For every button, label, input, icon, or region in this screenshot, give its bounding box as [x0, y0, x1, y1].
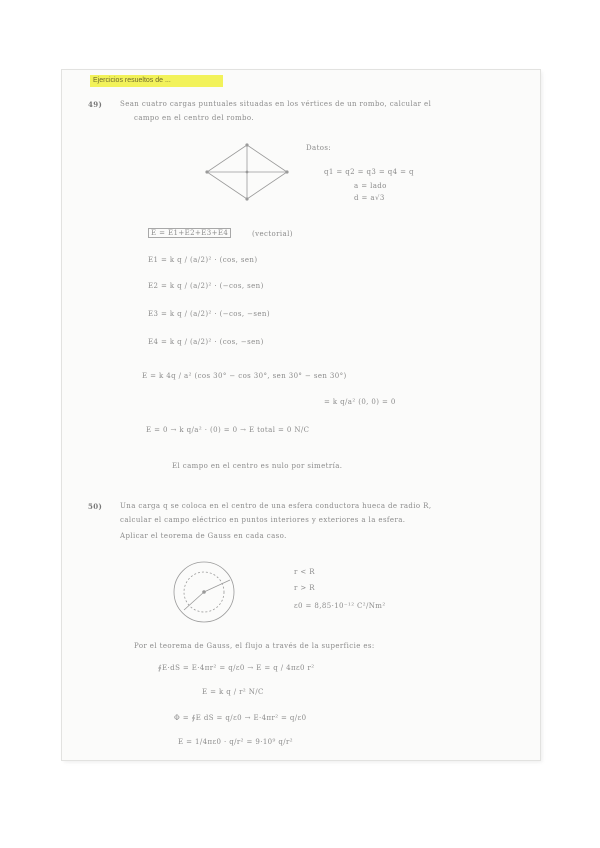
problem-1-statement-line-1: Sean cuatro cargas puntuales situadas en los vértices de un rombo, calcular el: [120, 100, 432, 108]
problem-2-data-line-1: r < R: [294, 568, 315, 576]
problem-2-equation-2: E = k q / r² N/C: [202, 688, 264, 696]
problem-1-equation-2: E2 = k q / (a/2)² · (−cos, sen): [148, 282, 264, 290]
problem-2-equation-3: Φ = ∮E dS = q/ε0 → E·4πr² = q/ε0: [174, 714, 307, 722]
problem-2-text-1: Por el teorema de Gauss, el flujo a través de la superficie es:: [134, 642, 375, 650]
highlighted-header: Ejercicios resueltos de ...: [90, 75, 223, 87]
problem-1-conclusion: El campo en el centro es nulo por simetría.: [172, 462, 343, 470]
problem-2-data-line-2: r > R: [294, 584, 315, 592]
problem-1-statement-line-2: campo en el centro del rombo.: [134, 114, 254, 122]
problem-1-equation-4: E4 = k q / (a/2)² · (cos, −sen): [148, 338, 264, 346]
gaussian-sphere-diagram: [172, 560, 236, 624]
problem-1-equation-5: E = k 4q / a² (cos 30° − cos 30°, sen 30° − sen 30°): [142, 372, 347, 380]
problem-2-statement-line-2: calcular el campo eléctrico en puntos interiores y exteriores a la esfera.: [120, 516, 406, 524]
problem-2-statement-line-3: Aplicar el teorema de Gauss en cada caso.: [120, 532, 287, 540]
problem-1-boxed-equation: E = E1+E2+E3+E4: [148, 228, 231, 238]
problem-1-data-line-2: a = lado: [354, 182, 387, 190]
problem-1-data-label: Datos:: [306, 144, 332, 152]
problem-1-boxed-note: (vectorial): [252, 230, 293, 238]
problem-1-equation-7: E = 0 → k q/a² · (0) = 0 → E total = 0 N/C: [146, 426, 310, 434]
problem-2-statement-line-1: Una carga q se coloca en el centro de una esfera conductora hueca de radio R,: [120, 502, 432, 510]
problem-2-number: 50): [88, 502, 103, 511]
rhombus-diagram: [202, 142, 292, 202]
problem-1-data-line-3: d = a√3: [354, 194, 385, 202]
problem-1-equation-1: E1 = k q / (a/2)² · (cos, sen): [148, 256, 258, 264]
document-page: [62, 70, 540, 760]
problem-2-equation-1: ∮E·dS = E·4πr² = q/ε0 → E = q / 4πε0 r²: [158, 664, 315, 672]
problem-2-equation-4: E = 1/4πε0 · q/r² = 9·10⁹ q/r²: [178, 738, 293, 746]
problem-1-equation-3: E3 = k q / (a/2)² · (−cos, −sen): [148, 310, 270, 318]
problem-1-number: 49): [88, 100, 103, 109]
problem-2-data-line-3: ε0 = 8,85·10⁻¹² C²/Nm²: [294, 602, 386, 610]
problem-1-equation-6: = k q/a² (0, 0) = 0: [324, 398, 396, 406]
problem-1-data-line-1: q1 = q2 = q3 = q4 = q: [324, 168, 414, 176]
